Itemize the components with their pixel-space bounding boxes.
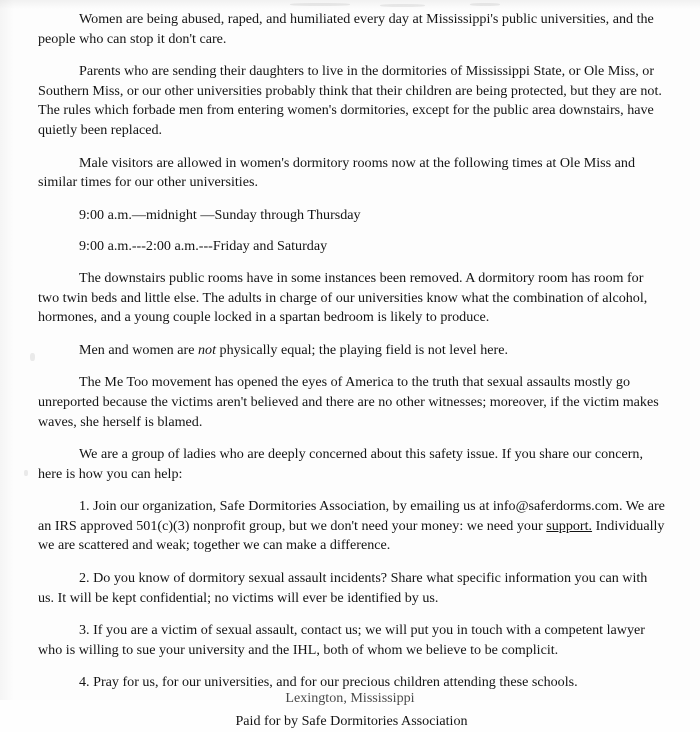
document-body (38, 10, 665, 732)
item-1-text-before: Join our organization, Safe Dormitories Association, by emailing us at info@saferdorms.com. We are an IRS approved 501(c)(3) nonprofit group, but we don't need your money: we need your (38, 498, 665, 534)
paragraph-downstairs-rooms: The downstairs public rooms have in some instances been removed. A dormitory room has room for two twin beds and little else. The adults in charge of our universities know what the combination of alcohol, hormones, and a young couple locked in a spartan bedroom is likely to produce. (38, 269, 648, 326)
scan-speck (470, 3, 500, 6)
scan-speck (290, 3, 350, 6)
item-1-text-after: Individually we are scattered and weak; together we can make a difference. (38, 517, 665, 554)
item-4-text: Pray for us, for our universities, and for our precious children attending these schools. (89, 674, 578, 691)
item-2-text: Do you know of dormitory sexual assault incidents? Share what specific information you can with us. It will be kept confidential; no victims will ever be identified by us. (38, 570, 648, 606)
scan-speck (30, 353, 35, 361)
item-3-text: If you are a victim of sexual assault, contact us; we will put you in touch with a competent lawyer who is willing to sue your university and the IHL, both of whom we believe to be complicit. (38, 622, 645, 658)
underlined-support-text: support. (546, 517, 593, 534)
numbered-item-share-information (38, 569, 665, 608)
item-number-4: 4. (79, 674, 90, 691)
item-number-1: 1. (79, 498, 90, 515)
emphasis-italic-not: not (197, 341, 216, 358)
paragraph-male-visitors: Male visitors are allowed in women's dormitory rooms now at the following times at Ole Miss and similar times for our other universities. (38, 154, 636, 191)
visiting-hours-weekend: 9:00 a.m.---2:00 a.m.---Friday and Saturday (79, 238, 328, 255)
visiting-hours-weekday: 9:00 a.m.—midnight —Sunday through Thursday (79, 206, 361, 223)
item-number-3: 3. (79, 622, 90, 639)
footer-city-state-line: Lexington, Mississippi (285, 690, 415, 706)
scan-edge-shadow-left (0, 0, 14, 700)
paragraph-physical-equality (38, 341, 665, 361)
paid-for-by-line: Paid for by Safe Dormitories Association (235, 713, 468, 730)
paragraph-parents-warning: Parents who are sending their daughters to live in the dormitories of Mississippi State, or Ole Miss, or Southern Miss, or our other universities probably think that their children are being protected, but they are not. The rules which forbade men from entering women's dormitories, except for the public area downstairs, have quietly been replaced. (38, 63, 662, 138)
paragraph-me-too-movement: The Me Too movement has opened the eyes of America to the truth that sexual assaults mostly go unreported because the victims aren't believed and there are no other witnesses; moreover, if the victim makes waves, she herself is blamed. (38, 374, 659, 430)
scan-edge-shadow-top (0, 0, 700, 9)
item-number-2: 2. (79, 570, 90, 587)
paragraph-call-to-action-intro: We are a group of ladies who are deeply concerned about this safety issue. If you share our concern, here is how you can help: (38, 446, 643, 482)
clipped-footer-line-container (0, 689, 700, 706)
scan-speck (380, 4, 425, 7)
emphasis-paragraph-after: physically equal; the playing field is not level here. (216, 341, 508, 358)
scan-speck (24, 470, 28, 476)
emphasis-paragraph-before: Men and women are (79, 341, 198, 358)
numbered-item-join-organization (38, 497, 665, 556)
paragraph-opening-statement: Women are being abused, raped, and humiliated every day at Mississippi's public universities, and the people who can stop it don't care. (38, 11, 654, 47)
numbered-item-victim-legal-help (38, 621, 665, 660)
footer-signature-block (38, 712, 665, 732)
